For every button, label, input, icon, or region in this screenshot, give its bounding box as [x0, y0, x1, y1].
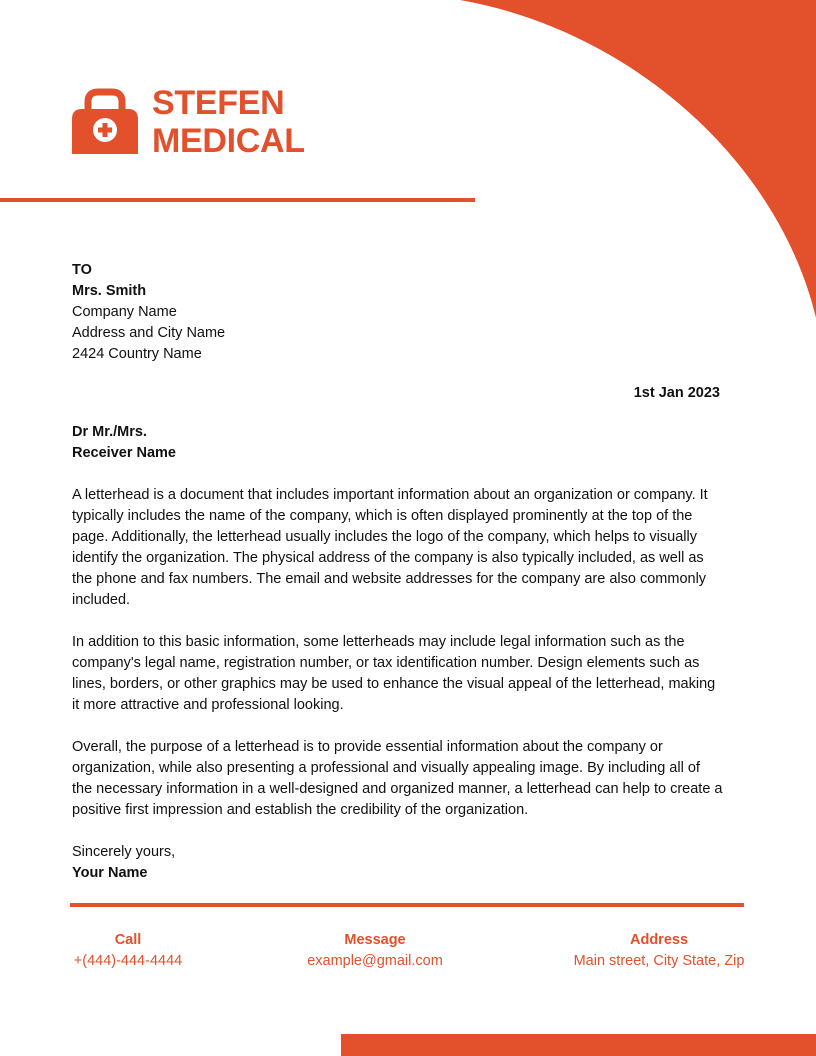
company-name: [152, 84, 305, 160]
body-paragraph: Overall, the purpose of a letterhead is to provide essential information about the company or organization, while also presenting a professional and visually appealing image. By including all of the necessary information in a well-designed and organized manner, a letterhead can help to create a positive first impression and establish the credibility of the organization.: [72, 739, 723, 818]
contact-message: [300, 930, 450, 972]
salutation-name: Receiver Name: [72, 445, 176, 461]
company-name-line-2: MEDICAL: [152, 122, 305, 160]
signer-name: Your Name: [72, 865, 148, 881]
contact-email: example@gmail.com: [307, 953, 443, 969]
closing-block: [72, 842, 175, 884]
header-divider: [0, 198, 475, 202]
closing-line: Sincerely yours,: [72, 844, 176, 860]
body-paragraph: In addition to this basic information, some letterheads may include legal information such as the company's legal name, registration number, or tax identification number. Design elements such as lines, borders, or other graphics may be used to enhance the visual appeal of the letterhead, making it more attractive and professional looking.: [72, 634, 716, 713]
contact-phone: +(444)-444-4444: [73, 953, 183, 969]
contact-address-label: Address: [629, 932, 689, 948]
company-name-line-1: STEFEN: [152, 84, 285, 122]
contact-call-label: Call: [114, 932, 142, 948]
recipient-heading: TO: [72, 262, 92, 278]
letter-body: [72, 485, 724, 842]
medical-bag-icon: [72, 88, 138, 156]
recipient-company: Company Name: [72, 304, 177, 320]
salutation-title: Dr Mr./Mrs.: [72, 424, 147, 440]
contact-address: [570, 930, 748, 972]
body-paragraph: A letterhead is a document that includes important information about an organization or company. It typically includes the name of the company, which is often displayed prominently at the top of the page. Additionally, the letterhead usually includes the logo of the company, which helps to visually identify the organization. The physical address of the company is also typically included, as well as the phone and fax numbers. The email and website addresses for the company are also commonly included.: [72, 487, 708, 608]
contact-street: Main street, City State, Zip: [573, 953, 745, 969]
bottom-accent-bar: [341, 1034, 816, 1056]
recipient-name: Mrs. Smith: [72, 283, 147, 299]
contact-message-label: Message: [344, 932, 406, 948]
letter-date: 1st Jan 2023: [633, 385, 720, 401]
contact-call: [72, 930, 184, 972]
recipient-country: 2424 Country Name: [72, 346, 202, 362]
footer-divider: [70, 903, 744, 907]
salutation-block: [72, 422, 176, 464]
recipient-address: Address and City Name: [72, 325, 226, 341]
recipient-block: [72, 260, 225, 365]
